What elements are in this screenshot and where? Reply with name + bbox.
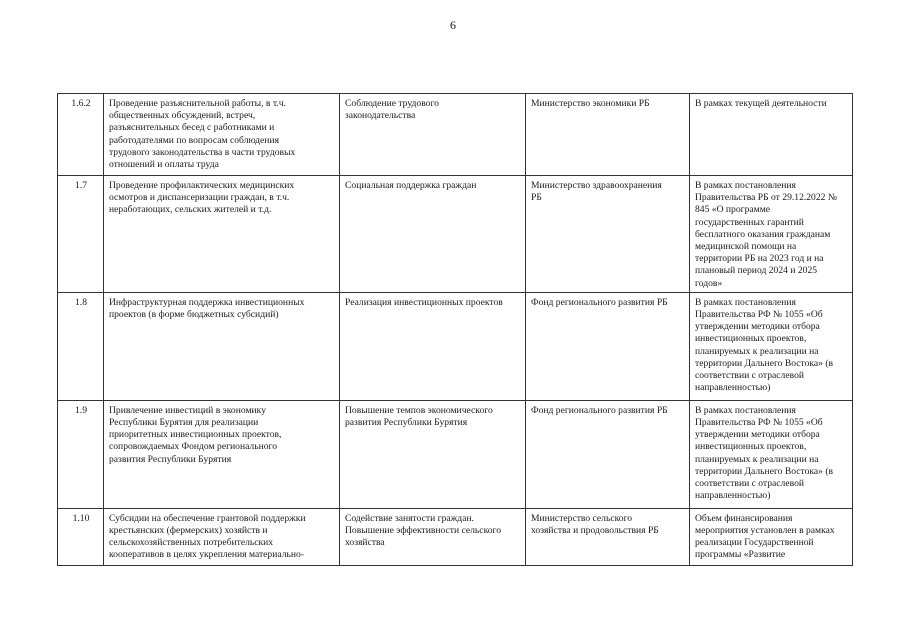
table-row	[58, 94, 853, 176]
activity-cell: Субсидии на обеспечение грантовой поддержки крестьянских (фермерских) хозяйств и сельскохозяйственных потребительских кооперативов в целях укрепления материально-	[104, 508, 340, 565]
row-number-cell: 1.8	[58, 292, 104, 400]
basis-cell: В рамках постановления Правительства РБ от 29.12.2022 № 845 «О программе государственных гарантий бесплатного оказания гражданам медицинской помощи на территории РБ на 2023 год и на плановый период 2024 и 2025 годов»	[690, 176, 853, 293]
table-row	[58, 292, 853, 400]
table-row	[58, 400, 853, 508]
goal-cell: Социальная поддержка граждан	[340, 176, 526, 293]
activity-cell: Привлечение инвестиций в экономику Республики Бурятия для реализации приоритетных инвестиционных проектов, сопровождаемых Фондом регионального развития Республики Бурятия	[104, 400, 340, 508]
row-number-cell: 1.10	[58, 508, 104, 565]
basis-cell: Объем финансирования мероприятия установлен в рамках реализации Государственной программы «Развитие	[690, 508, 853, 565]
row-number-cell: 1.9	[58, 400, 104, 508]
basis-cell: В рамках постановления Правительства РФ № 1055 «Об утверждении методики отбора инвестиционных проектов, планируемых к реализации на территории Дальнего Востока» (в соответствии с отраслевой направленностью)	[690, 292, 853, 400]
goal-cell: Содействие занятости граждан. Повышение эффективности сельского хозяйства	[340, 508, 526, 565]
goal-cell: Реализация инвестиционных проектов	[340, 292, 526, 400]
measures-table	[57, 93, 853, 566]
page-number: 6	[450, 18, 456, 32]
basis-cell: В рамках постановления Правительства РФ № 1055 «Об утверждении методики отбора инвестиционных проектов, планируемых к реализации на территории Дальнего Востока» (в соответствии с отраслевой направленностью)	[690, 400, 853, 508]
responsible-cell: Министерство сельского хозяйства и продовольствия РБ	[526, 508, 690, 565]
goal-cell: Соблюдение трудового законодательства	[340, 94, 526, 176]
activity-cell: Инфраструктурная поддержка инвестиционных проектов (в форме бюджетных субсидий)	[104, 292, 340, 400]
table-row	[58, 176, 853, 293]
activity-cell: Проведение профилактических медицинских осмотров и диспансеризации граждан, в т.ч. неработающих, сельских жителей и т.д.	[104, 176, 340, 293]
basis-cell: В рамках текущей деятельности	[690, 94, 853, 176]
responsible-cell: Фонд регионального развития РБ	[526, 292, 690, 400]
responsible-cell: Министерство экономики РБ	[526, 94, 690, 176]
responsible-cell: Министерство здравоохранения РБ	[526, 176, 690, 293]
activity-cell: Проведение разъяснительной работы, в т.ч. общественных обсуждений, встреч, разъяснительных бесед с работниками и работодателями по вопросам соблюдения трудового законодательства в части трудовых отношений и оплаты труда	[104, 94, 340, 176]
row-number-cell: 1.7	[58, 176, 104, 293]
row-number-cell: 1.6.2	[58, 94, 104, 176]
goal-cell: Повышение темпов экономического развития Республики Бурятия	[340, 400, 526, 508]
table-row	[58, 508, 853, 565]
responsible-cell: Фонд регионального развития РБ	[526, 400, 690, 508]
